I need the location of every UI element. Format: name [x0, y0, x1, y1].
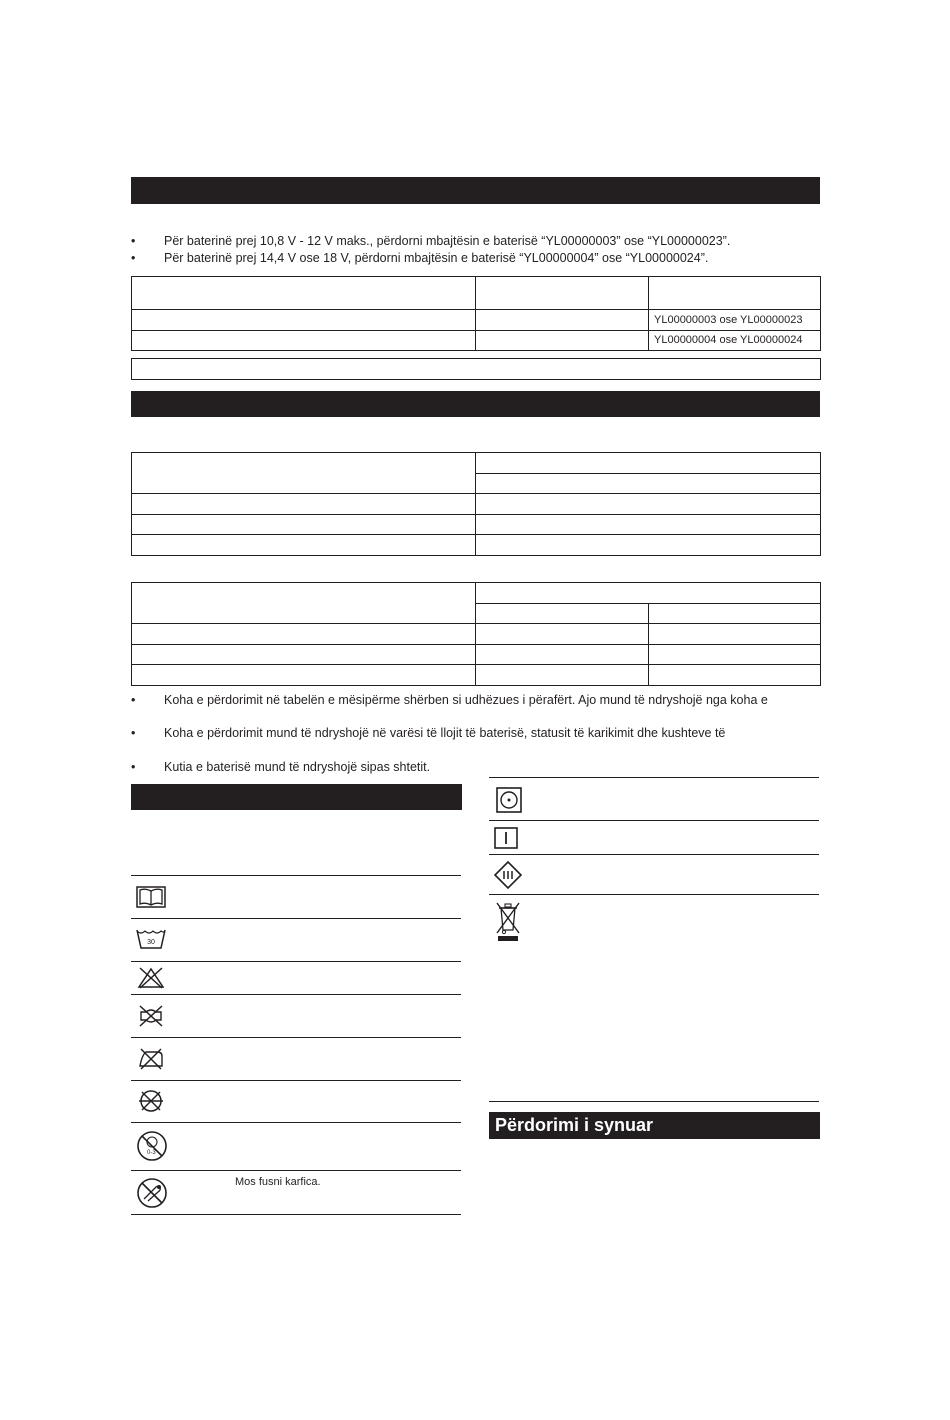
read-manual-icon — [136, 886, 166, 908]
bullet-text: Koha e përdorimit mund të ndryshojë në varësi të llojit të baterisë, statusit të karikimit dhe kushteve të — [164, 726, 726, 740]
bullet-text: Për baterinë prej 14,4 V ose 18 V, përdorni mbajtësin e baterisë “YL00000004” ose “YL00000024”. — [164, 251, 709, 265]
bullet-dot: • — [131, 234, 136, 248]
note-box — [131, 358, 821, 380]
do-not-insert-pin-text: Mos fusni karfica. — [235, 1176, 321, 1188]
intended-use-title: Përdorimi i synuar — [495, 1115, 654, 1135]
class-iii-icon — [493, 860, 523, 890]
do-not-insert-pin-icon — [136, 1177, 168, 1209]
do-not-dry-clean-icon — [137, 1089, 165, 1113]
class-i-icon — [494, 827, 518, 849]
not-for-children-0-3-icon — [136, 1130, 168, 1162]
bullet-text: Koha e përdorimit në tabelën e mësipërme shërben si udhëzues i përafërt. Ajo mund të ndryshojë nga koha e — [164, 693, 768, 707]
bullet-text: Kutia e baterisë mund të ndryshojë sipas shtetit. — [164, 760, 431, 774]
do-not-wring-icon — [137, 1004, 165, 1028]
do-not-iron-icon — [137, 1047, 165, 1071]
do-not-bleach-icon — [137, 967, 165, 989]
weee-bin-icon — [494, 900, 522, 944]
bullet-item — [131, 234, 820, 249]
intended-use-header — [489, 1112, 820, 1139]
bullet-dot: • — [131, 760, 136, 774]
tumble-dry-icon — [496, 787, 522, 813]
section-header-bar-2 — [131, 391, 820, 417]
wash-temp-label: 30 — [147, 939, 155, 946]
age-label: 0-3 — [147, 1150, 156, 1156]
bullet-item — [131, 251, 820, 266]
bullet-item — [131, 693, 820, 708]
bullet-item — [131, 726, 820, 741]
bullet-text: Për baterinë prej 10,8 V - 12 V maks., përdorni mbajtësin e baterisë “YL00000003” ose “YL00000023”. — [164, 234, 731, 248]
wash-30-icon — [136, 928, 166, 950]
bullet-dot: • — [131, 251, 136, 265]
bullet-dot: • — [131, 693, 136, 707]
bullet-item — [131, 760, 531, 775]
holder-table-cell: YL00000003 ose YL00000023 — [654, 314, 803, 326]
holder-table-cell: YL00000004 ose YL00000024 — [654, 334, 803, 346]
symbols-header-bar — [131, 784, 462, 810]
section-header-bar-1 — [131, 177, 820, 204]
bullet-dot: • — [131, 726, 136, 740]
